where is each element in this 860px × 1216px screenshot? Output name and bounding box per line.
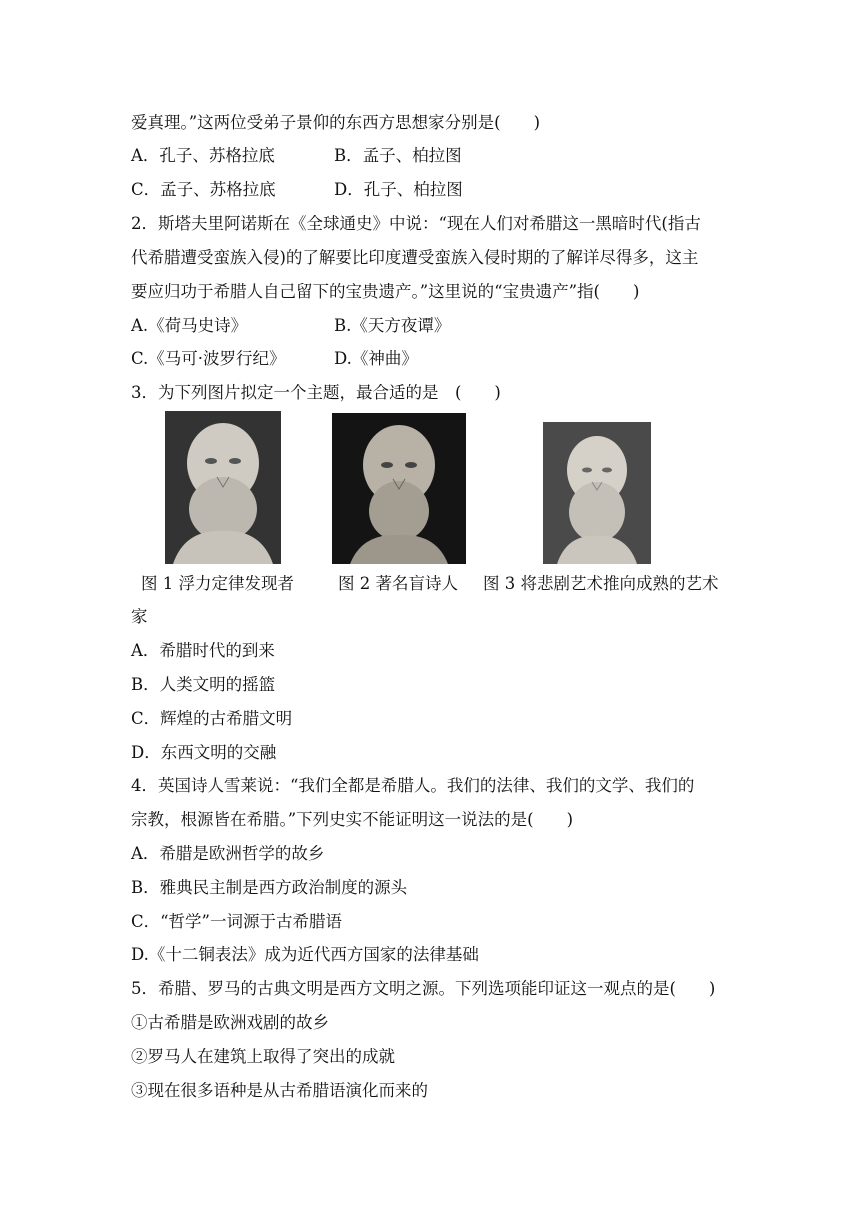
line-l1: 爱真理。”这两位受弟子景仰的东西方思想家分别是( ): [131, 113, 541, 132]
option-q3-c: C．辉煌的古希腊文明: [131, 709, 293, 728]
bust-2-illustration: [332, 413, 466, 564]
bust-3-illustration: [543, 422, 651, 564]
statement-5-3: ③现在很多语种是从古希腊语演化而来的: [131, 1081, 428, 1100]
question-2-line-1: 2．斯塔夫里阿诺斯在《全球通史》中说：“现在人们对希腊这一黑暗时代(指古: [131, 214, 701, 233]
option-q1-c: C．孟子、苏格拉底: [131, 180, 276, 199]
caption-figure-1: 图 1 浮力定律发现者: [141, 574, 294, 593]
question-4-line-1: 4．英国诗人雪莱说：“我们全都是希腊人。我们的法律、我们的文学、我们的: [131, 776, 695, 795]
question-4-line-2: 宗教，根源皆在希腊。”下列史实不能证明这一说法的是( ): [131, 810, 574, 829]
bust-image-1: [165, 411, 281, 564]
caption-figure-3-cont: 家: [131, 607, 148, 626]
option-q4-b: B．雅典民主制是西方政治制度的源头: [131, 878, 408, 897]
option-q3-b: B．人类文明的摇篮: [131, 675, 276, 694]
statement-5-1: ①古希腊是欧洲戏剧的故乡: [131, 1013, 329, 1032]
option-q2-c: C.《马可·波罗行纪》: [131, 349, 286, 368]
option-q2-a: A.《荷马史诗》: [131, 316, 248, 335]
option-q1-d: D．孔子、柏拉图: [334, 180, 463, 199]
option-q3-d: D．东西文明的交融: [131, 743, 277, 762]
caption-figure-2: 图 2 著名盲诗人: [338, 574, 458, 593]
option-q4-a: A．希腊是欧洲哲学的故乡: [131, 844, 325, 863]
option-q2-d: D.《神曲》: [334, 349, 418, 368]
bust-1-illustration: [165, 411, 281, 564]
option-q1-a: A．孔子、苏格拉底: [131, 146, 275, 165]
statement-5-2: ②罗马人在建筑上取得了突出的成就: [131, 1047, 395, 1066]
question-5: 5．希腊、罗马的古典文明是西方文明之源。下列选项能印证这一观点的是( ): [131, 979, 716, 998]
option-q3-a: A．希腊时代的到来: [131, 641, 275, 660]
bust-image-2: [332, 413, 466, 564]
question-2-line-3: 要应归功于希腊人自己留下的宝贵遗产。”这里说的“宝贵遗产”指( ): [131, 282, 640, 301]
option-q2-b: B.《天方夜谭》: [334, 316, 451, 335]
question-2-line-2: 代希腊遭受蛮族入侵)的了解要比印度遭受蛮族入侵时期的了解详尽得多，这主: [131, 248, 699, 267]
option-q4-d: D.《十二铜表法》成为近代西方国家的法律基础: [131, 945, 479, 964]
question-3: 3．为下列图片拟定一个主题，最合适的是 ( ): [131, 383, 501, 402]
option-q4-c: C．“哲学”一词源于古希腊语: [131, 912, 342, 931]
caption-figure-3: 图 3 将悲剧艺术推向成熟的艺术: [483, 574, 719, 593]
bust-image-3: [543, 422, 651, 564]
option-q1-b: B．孟子、柏拉图: [334, 146, 462, 165]
